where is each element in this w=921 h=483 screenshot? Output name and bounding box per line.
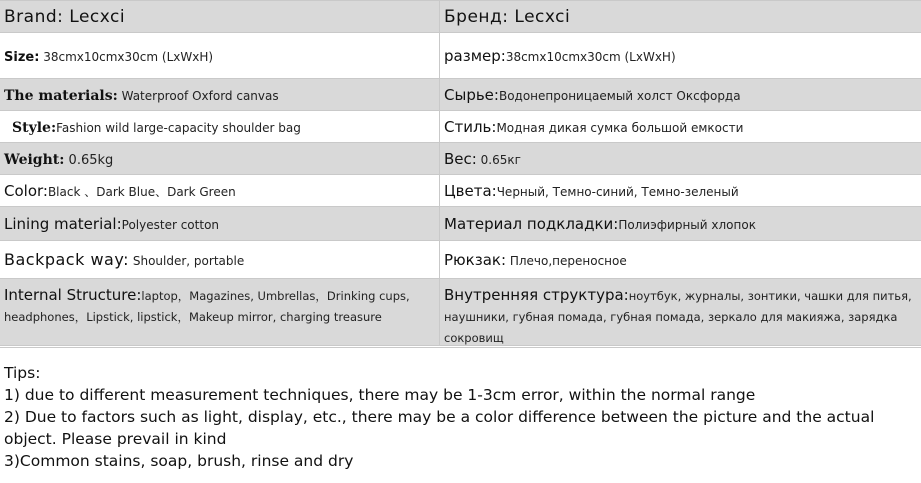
cell-style-en: [0, 111, 440, 142]
row-size: [0, 33, 921, 79]
row-lining: [0, 207, 921, 241]
label-weight-ru: Вес:: [444, 150, 477, 168]
row-style: [0, 111, 921, 143]
value-size-ru: 38cmx10cmx30cm (LxWxH): [505, 50, 676, 64]
cell-materials-en: [0, 79, 440, 110]
tip-item-1: 1) due to different measurement techniques, there may be 1-3cm error, within the normal range: [4, 386, 756, 404]
value-color-en: Black 、Dark Blue、Dark Green: [47, 185, 236, 199]
label-color-en: Color:: [4, 182, 48, 200]
cell-size-ru: [440, 33, 921, 78]
cell-color-ru: [440, 175, 921, 206]
label-style-en: Style:: [12, 120, 57, 136]
tip-item-2: 2) Due to factors such as light, display, etc., there may be a color difference between the picture and the actual object. Please prevail in kind: [4, 408, 875, 448]
row-color: [0, 175, 921, 207]
tips-section: [0, 347, 921, 483]
tip-item-3: 3)Common stains, soap, brush, rinse and dry: [4, 452, 354, 470]
row-backpack-way: [0, 241, 921, 279]
tips-heading: Tips:: [4, 364, 41, 382]
label-internal-structure-ru: Внутренняя структура:: [444, 286, 629, 304]
label-internal-structure-en: Internal Structure:: [4, 286, 142, 304]
row-brand: [0, 1, 921, 33]
label-lining-en: Lining material:: [4, 215, 122, 233]
value-materials-en: Waterproof Oxford canvas: [117, 89, 279, 103]
cell-weight-ru: [440, 143, 921, 174]
label-backpack-way-en: Backpack way:: [4, 250, 130, 269]
label-color-ru: Цвета:: [444, 182, 497, 200]
cell-brand-ru: [440, 1, 921, 32]
value-color-ru: Черный, Темно-синий, Темно-зеленый: [496, 185, 739, 199]
cell-materials-ru: [440, 79, 921, 110]
cell-internal-structure-en: [0, 279, 440, 345]
cell-backpack-way-ru: [440, 241, 921, 278]
label-size-ru: размер:: [444, 47, 506, 65]
value-backpack-way-ru: Плечо,переносное: [506, 254, 627, 268]
value-weight-ru: 0.65кг: [476, 153, 521, 167]
label-brand-ru: Бренд: Lecxci: [444, 6, 571, 27]
label-materials-en: The materials:: [4, 88, 118, 104]
value-style-ru: Модная дикая сумка большой емкости: [496, 121, 744, 135]
value-internal-structure-ru: ноутбук, журналы, зонтики, чашки для питья, наушники, губная помада, губная помада, зеркало для макияжа, зарядка сокровищ: [444, 289, 912, 345]
label-weight-en: Weight:: [4, 152, 65, 168]
row-materials: [0, 79, 921, 111]
cell-lining-en: [0, 207, 440, 240]
cell-color-en: [0, 175, 440, 206]
value-internal-structure-en: laptop，Magazines, Umbrellas，Drinking cups, headphones，Lipstick, lipstick，Makeup mirror, charging treasure: [4, 289, 410, 324]
value-size-en: 38cmx10cmx30cm (LxWxH): [39, 50, 214, 64]
label-size-en: Size:: [4, 50, 40, 65]
cell-internal-structure-ru: [440, 279, 921, 345]
value-lining-en: Polyester cotton: [121, 218, 220, 232]
label-materials-ru: Сырье:: [444, 86, 499, 104]
row-weight: [0, 143, 921, 175]
cell-style-ru: [440, 111, 921, 142]
cell-brand-en: [0, 1, 440, 32]
row-internal-structure: [0, 279, 921, 346]
cell-lining-ru: [440, 207, 921, 240]
label-style-ru: Стиль:: [444, 118, 497, 136]
cell-backpack-way-en: [0, 241, 440, 278]
label-brand-en: Brand: Lecxci: [4, 6, 126, 27]
value-style-en: Fashion wild large-capacity shoulder bag: [56, 121, 301, 135]
value-materials-ru: Водонепроницаемый холст Оксфорда: [498, 89, 741, 103]
label-backpack-way-ru: Рюкзак:: [444, 251, 507, 269]
value-weight-en: 0.65kg: [64, 153, 114, 168]
value-lining-ru: Полиэфирный хлопок: [618, 218, 756, 232]
value-backpack-way-en: Shoulder, portable: [129, 254, 245, 268]
cell-size-en: [0, 33, 440, 78]
cell-weight-en: [0, 143, 440, 174]
label-lining-ru: Материал подкладки:: [444, 215, 619, 233]
